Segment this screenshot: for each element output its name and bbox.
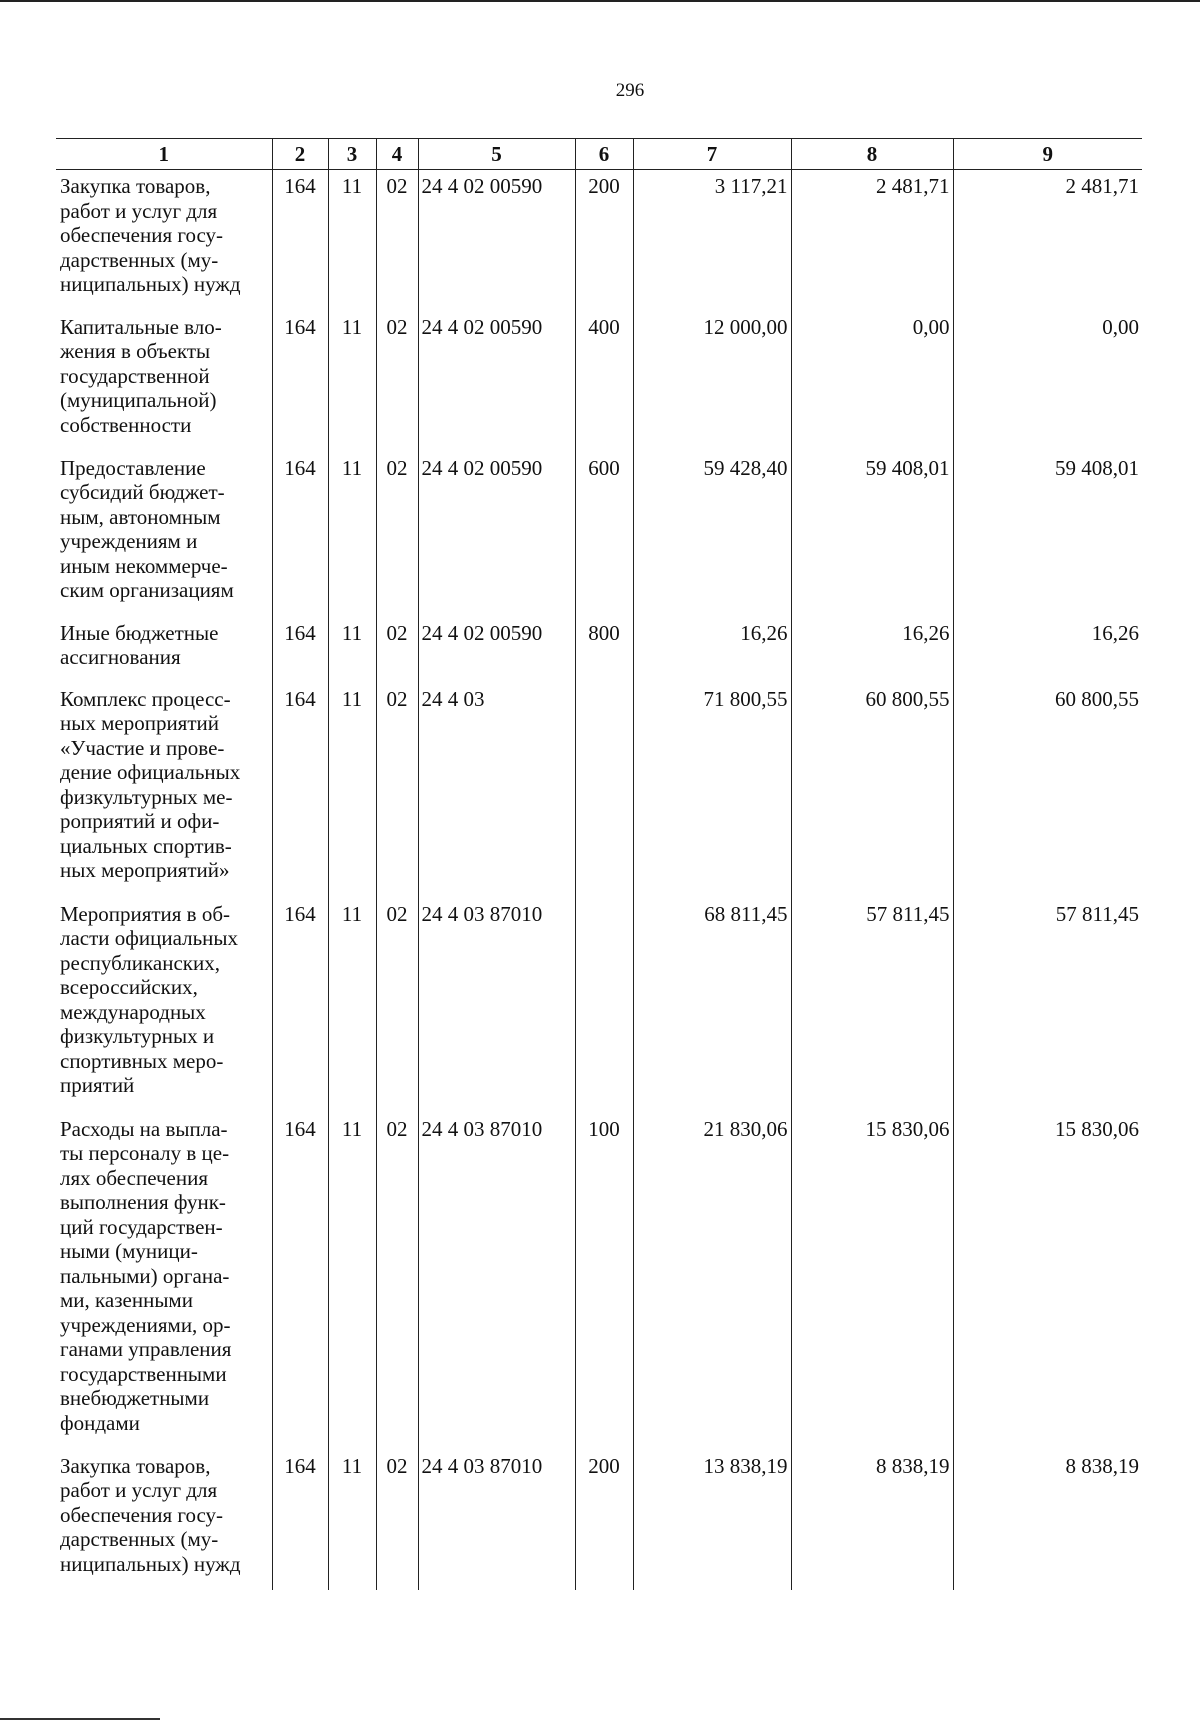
cell-target-article: 24 4 03 87010: [418, 1113, 575, 1450]
cell-section: 11: [328, 683, 376, 898]
cell-target-article: 24 4 02 00590: [418, 311, 575, 452]
cell-subsection: 02: [376, 1450, 418, 1590]
description-line: ных мероприятий: [60, 711, 219, 735]
description-line: государственными: [60, 1361, 227, 1386]
cell-amount-col8: 60 800,55: [791, 683, 953, 898]
cell-administrator-code: 164: [272, 1113, 328, 1450]
page-number: 296: [615, 80, 645, 101]
column-header: 2: [272, 139, 328, 170]
description-line: Предоставление: [60, 455, 206, 480]
row-description: [56, 1450, 272, 1590]
cell-amount-col7: 59 428,40: [633, 452, 791, 617]
cell-target-article: 24 4 02 00590: [418, 170, 575, 311]
cell-target-article: 24 4 03 87010: [418, 1450, 575, 1590]
description-line: учреждениям и: [60, 529, 198, 553]
description-line: физкультурных и: [60, 1024, 215, 1048]
description-line: ганами управления: [60, 1337, 232, 1361]
row-description: [56, 898, 272, 1113]
cell-amount-col7: 3 117,21: [633, 170, 791, 311]
description-line: дарственных (му-: [60, 247, 219, 272]
budget-table: [56, 138, 1142, 1590]
cell-amount-col7: 13 838,19: [633, 1450, 791, 1590]
row-description: [56, 1113, 272, 1450]
bottom-rule: [0, 1718, 160, 1720]
cell-expense-type: 800: [575, 617, 633, 683]
cell-expense-type: 200: [575, 170, 633, 311]
cell-amount-col9: 60 800,55: [953, 683, 1142, 898]
description-line: физкультурных ме-: [60, 784, 233, 809]
description-line: обеспечения госу-: [60, 1502, 224, 1527]
cell-subsection: 02: [376, 170, 418, 311]
description-line: ными (муници-: [60, 1239, 198, 1263]
cell-subsection: 02: [376, 683, 418, 898]
description-line: обеспечения госу-: [60, 223, 224, 247]
row-description: [56, 452, 272, 617]
description-line: ассигнования: [60, 645, 181, 669]
description-line: ным, автономным: [60, 504, 221, 529]
description-line: учреждениями, ор-: [60, 1312, 231, 1337]
cell-section: 11: [328, 311, 376, 452]
column-header: 8: [791, 139, 953, 170]
description-line: циальных спортив-: [60, 833, 232, 858]
description-line: выполнения функ-: [60, 1190, 226, 1214]
cell-administrator-code: 164: [272, 898, 328, 1113]
table-row: [56, 452, 1142, 617]
cell-amount-col9: 0,00: [953, 311, 1142, 452]
description-line: ми, казенными: [60, 1288, 193, 1312]
description-line: дение официальных: [60, 760, 241, 784]
cell-amount-col7: 12 000,00: [633, 311, 791, 452]
cell-amount-col9: 8 838,19: [953, 1450, 1142, 1590]
description-line: Закупка товаров,: [60, 174, 211, 198]
cell-expense-type: 100: [575, 1113, 633, 1450]
description-line: собственности: [60, 412, 192, 437]
description-line: всероссийских,: [60, 975, 198, 999]
table-row: [56, 617, 1142, 683]
description-line: ниципальных) нужд: [60, 272, 241, 296]
column-header: 7: [633, 139, 791, 170]
cell-amount-col9: 16,26: [953, 617, 1142, 683]
cell-target-article: 24 4 02 00590: [418, 452, 575, 617]
cell-target-article: 24 4 03 87010: [418, 898, 575, 1113]
cell-target-article: 24 4 02 00590: [418, 617, 575, 683]
cell-subsection: 02: [376, 311, 418, 452]
column-header: 6: [575, 139, 633, 170]
cell-amount-col8: 15 830,06: [791, 1113, 953, 1450]
cell-amount-col8: 57 811,45: [791, 898, 953, 1113]
description-line: Расходы на выпла-: [60, 1116, 228, 1141]
column-header: 3: [328, 139, 376, 170]
cell-expense-type: [575, 683, 633, 898]
description-line: Иные бюджетные: [60, 620, 219, 645]
cell-expense-type: 400: [575, 311, 633, 452]
column-header: 9: [953, 139, 1142, 170]
table-row: [56, 898, 1142, 1113]
table-row: [56, 1113, 1142, 1450]
cell-amount-col8: 16,26: [791, 617, 953, 683]
cell-administrator-code: 164: [272, 617, 328, 683]
cell-section: 11: [328, 452, 376, 617]
cell-subsection: 02: [376, 617, 418, 683]
description-line: Закупка товаров,: [60, 1453, 211, 1478]
description-line: спортивных меро-: [60, 1048, 224, 1073]
cell-amount-col7: 71 800,55: [633, 683, 791, 898]
cell-subsection: 02: [376, 898, 418, 1113]
description-line: ским организациям: [60, 578, 234, 602]
description-line: государственной: [60, 363, 210, 388]
column-header: 4: [376, 139, 418, 170]
cell-section: 11: [328, 170, 376, 311]
table-row: [56, 1450, 1142, 1590]
cell-section: 11: [328, 1113, 376, 1450]
cell-administrator-code: 164: [272, 1450, 328, 1590]
description-line: субсидий бюджет-: [60, 480, 225, 504]
description-line: ты персоналу в це-: [60, 1141, 230, 1165]
row-description: [56, 311, 272, 452]
cell-amount-col9: 15 830,06: [953, 1113, 1142, 1450]
description-line: внебюджетными: [60, 1386, 210, 1410]
description-line: фондами: [60, 1410, 140, 1435]
description-line: ций государствен-: [60, 1214, 223, 1239]
cell-expense-type: 600: [575, 452, 633, 617]
description-line: иным некоммерче-: [60, 553, 228, 578]
top-rule: [0, 0, 1200, 2]
description-line: дарственных (му-: [60, 1527, 219, 1551]
table-body: [56, 170, 1142, 1590]
description-line: пальными) органа-: [60, 1263, 230, 1288]
cell-section: 11: [328, 1450, 376, 1590]
cell-expense-type: 200: [575, 1450, 633, 1590]
description-line: «Участие и прове-: [60, 735, 225, 760]
cell-amount-col8: 59 408,01: [791, 452, 953, 617]
cell-amount-col7: 68 811,45: [633, 898, 791, 1113]
row-description: [56, 617, 272, 683]
description-line: ниципальных) нужд: [60, 1551, 241, 1576]
cell-amount-col8: 8 838,19: [791, 1450, 953, 1590]
description-line: лях обеспечения: [60, 1165, 209, 1190]
description-line: роприятий и офи-: [60, 809, 220, 833]
description-line: работ и услуг для: [60, 1478, 218, 1502]
row-description: [56, 170, 272, 311]
description-line: Мероприятия в об-: [60, 901, 231, 926]
cell-subsection: 02: [376, 452, 418, 617]
description-line: ных мероприятий»: [60, 858, 230, 882]
description-line: приятий: [60, 1073, 135, 1097]
table-row: [56, 170, 1142, 311]
cell-amount-col7: 16,26: [633, 617, 791, 683]
table-header-row: [56, 139, 1142, 170]
table-row: [56, 683, 1142, 898]
row-description: [56, 683, 272, 898]
cell-amount-col9: 57 811,45: [953, 898, 1142, 1113]
cell-section: 11: [328, 898, 376, 1113]
cell-amount-col7: 21 830,06: [633, 1113, 791, 1450]
cell-expense-type: [575, 898, 633, 1113]
description-line: международных: [60, 999, 206, 1024]
cell-subsection: 02: [376, 1113, 418, 1450]
cell-target-article: 24 4 03: [418, 683, 575, 898]
cell-administrator-code: 164: [272, 170, 328, 311]
description-line: Комплекс процесс-: [60, 686, 231, 711]
cell-amount-col8: 2 481,71: [791, 170, 953, 311]
cell-amount-col9: 59 408,01: [953, 452, 1142, 617]
column-header: 1: [56, 139, 272, 170]
description-line: Капитальные вло-: [60, 314, 222, 339]
cell-amount-col8: 0,00: [791, 311, 953, 452]
cell-administrator-code: 164: [272, 452, 328, 617]
description-line: ласти официальных: [60, 926, 239, 950]
cell-section: 11: [328, 617, 376, 683]
description-line: (муниципальной): [60, 388, 217, 412]
cell-administrator-code: 164: [272, 311, 328, 452]
description-line: работ и услуг для: [60, 198, 218, 223]
column-header: 5: [418, 139, 575, 170]
table-row: [56, 311, 1142, 452]
description-line: жения в объекты: [60, 339, 211, 363]
description-line: республиканских,: [60, 950, 220, 975]
cell-administrator-code: 164: [272, 683, 328, 898]
cell-amount-col9: 2 481,71: [953, 170, 1142, 311]
